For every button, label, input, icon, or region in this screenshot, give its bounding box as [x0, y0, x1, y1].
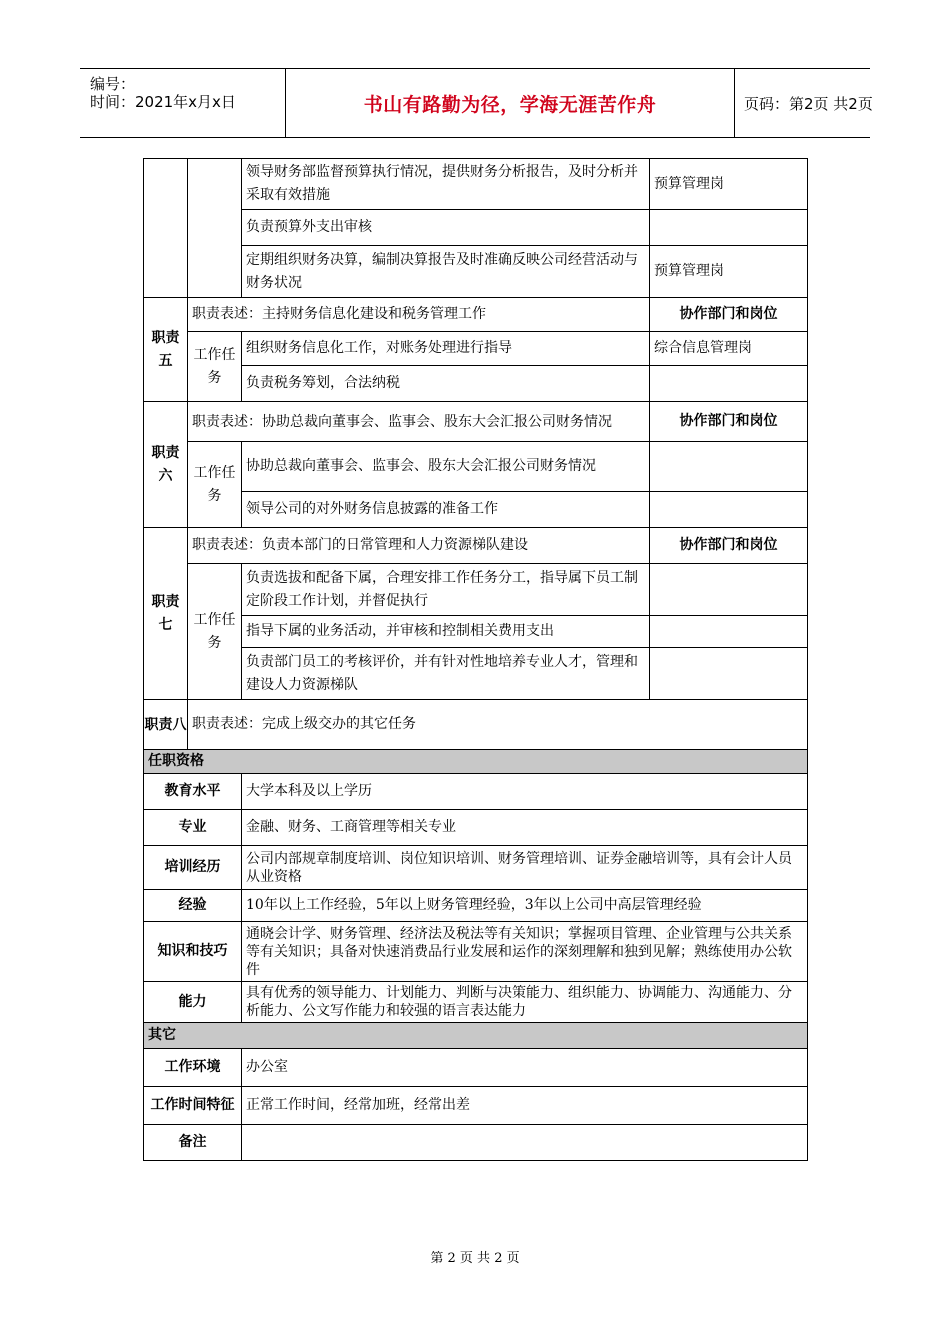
qualification-value: 通晓会计学、财务管理、经济法及税法等有关知识；掌握项目管理、企业管理与公共关系等有关知识；具备对快速消费品行业发展和运作的深刻理解和独到见解；熟练使用办公软件: [242, 922, 808, 982]
qualification-value: 金融、财务、工商管理等相关专业: [242, 810, 808, 846]
table-row: [144, 298, 808, 332]
table-row: [144, 890, 808, 922]
collab-header: 协作部门和岗位: [650, 402, 808, 442]
table-row: [144, 402, 808, 442]
dept-cell: [650, 648, 808, 700]
other-value: [242, 1125, 808, 1161]
qualification-label: 专业: [144, 810, 242, 846]
collab-header: 协作部门和岗位: [650, 298, 808, 332]
dept-cell: [650, 492, 808, 528]
dept-cell: [650, 564, 808, 616]
duty-label: 职责六: [144, 402, 188, 528]
table-row: [144, 922, 808, 982]
dept-cell: [650, 616, 808, 648]
page-indicator: 页码：第2页 共2页: [744, 94, 873, 113]
table-row: [144, 528, 808, 564]
table-row: [144, 810, 808, 846]
duty-label-empty: [144, 159, 188, 298]
task-cell: 负责部门员工的考核评价，并有针对性地培养专业人才，管理和建设人力资源梯队: [242, 648, 650, 700]
qualification-label: 知识和技巧: [144, 922, 242, 982]
table-row: [144, 442, 808, 492]
task-label: 工作任务: [188, 564, 242, 700]
task-label: 工作任务: [188, 442, 242, 528]
qualification-label: 能力: [144, 982, 242, 1023]
task-cell: 领导公司的对外财务信息披露的准备工作: [242, 492, 650, 528]
qualification-value: 公司内部规章制度培训、岗位知识培训、财务管理培训、证券金融培训等，具有会计人员从业资格: [242, 846, 808, 890]
dept-cell: [650, 366, 808, 402]
other-label: 备注: [144, 1125, 242, 1161]
header-meta: [80, 69, 285, 137]
section-title-qualifications: 任职资格: [144, 750, 808, 774]
task-cell: 指导下属的业务活动，并审核和控制相关费用支出: [242, 616, 650, 648]
duty-label: 职责五: [144, 298, 188, 402]
table-row: [144, 332, 808, 366]
table-row: [144, 1087, 808, 1125]
qualification-value: 10年以上工作经验，5年以上财务管理经验，3年以上公司中高层管理经验: [242, 890, 808, 922]
table-row: [144, 750, 808, 774]
dept-cell: 综合信息管理岗: [650, 332, 808, 366]
other-value: 办公室: [242, 1049, 808, 1087]
motto: 书山有路勤为径，学海无涯苦作舟: [363, 93, 657, 116]
duty-description: 职责表述：主持财务信息化建设和税务管理工作: [188, 298, 650, 332]
duty-description: 职责表述：负责本部门的日常管理和人力资源梯队建设: [188, 528, 650, 564]
task-cell: 负责预算外支出审核: [242, 210, 650, 246]
table-row: [144, 700, 808, 750]
page-header: [80, 68, 873, 138]
table-row: [144, 1049, 808, 1087]
task-cell: 领导财务部监督预算执行情况，提供财务分析报告，及时分析并采取有效措施: [242, 159, 650, 210]
qualification-label: 培训经历: [144, 846, 242, 890]
qualification-value: 大学本科及以上学历: [242, 774, 808, 810]
table-row: [144, 246, 808, 298]
table-row: [144, 1023, 808, 1049]
other-label: 工作时间特征: [144, 1087, 242, 1125]
table-row: [144, 982, 808, 1023]
table-row: [144, 366, 808, 402]
task-label: 工作任务: [188, 332, 242, 402]
task-cell: 负责税务筹划，合法纳税: [242, 366, 650, 402]
page-footer: 第 2 页 共 2 页: [430, 1251, 520, 1266]
section-title-others: 其它: [144, 1023, 808, 1049]
duty-description: 职责表述：完成上级交办的其它任务: [188, 700, 808, 750]
task-label-empty: [188, 159, 242, 298]
dept-cell: [650, 442, 808, 492]
table-row: [144, 774, 808, 810]
task-cell: 负责选拔和配备下属，合理安排工作任务分工，指导属下员工制定阶段工作计划，并督促执行: [242, 564, 650, 616]
duty-description: 职责表述：协助总裁向董事会、监事会、股东大会汇报公司财务情况: [188, 402, 650, 442]
duty-label: 职责七: [144, 528, 188, 700]
table-row: [144, 648, 808, 700]
other-label: 工作环境: [144, 1049, 242, 1087]
job-description-table: [143, 158, 808, 1161]
header-motto-cell: [285, 69, 735, 137]
task-cell: 定期组织财务决算，编制决算报告及时准确反映公司经营活动与财务状况: [242, 246, 650, 298]
duty-label: 职责八: [144, 700, 188, 750]
qualification-value: 具有优秀的领导能力、计划能力、判断与决策能力、组织能力、协调能力、沟通能力、分析能力、公文写作能力和较强的语言表达能力: [242, 982, 808, 1023]
dept-cell: [650, 210, 808, 246]
table-row: [144, 159, 808, 210]
table-row: [144, 492, 808, 528]
task-cell: 组织财务信息化工作，对账务处理进行指导: [242, 332, 650, 366]
dept-cell: 预算管理岗: [650, 159, 808, 210]
table-row: [144, 1125, 808, 1161]
other-value: 正常工作时间，经常加班，经常出差: [242, 1087, 808, 1125]
header-page-cell: [734, 69, 873, 137]
task-cell: 协助总裁向董事会、监事会、股东大会汇报公司财务情况: [242, 442, 650, 492]
table-row: [144, 210, 808, 246]
table-row: [144, 846, 808, 890]
table-row: [144, 616, 808, 648]
qualification-label: 教育水平: [144, 774, 242, 810]
table-row: [144, 564, 808, 616]
document-time: 时间：2021年x月x日: [90, 93, 236, 111]
document-number: 编号：: [90, 75, 136, 93]
collab-header: 协作部门和岗位: [650, 528, 808, 564]
qualification-label: 经验: [144, 890, 242, 922]
dept-cell: 预算管理岗: [650, 246, 808, 298]
